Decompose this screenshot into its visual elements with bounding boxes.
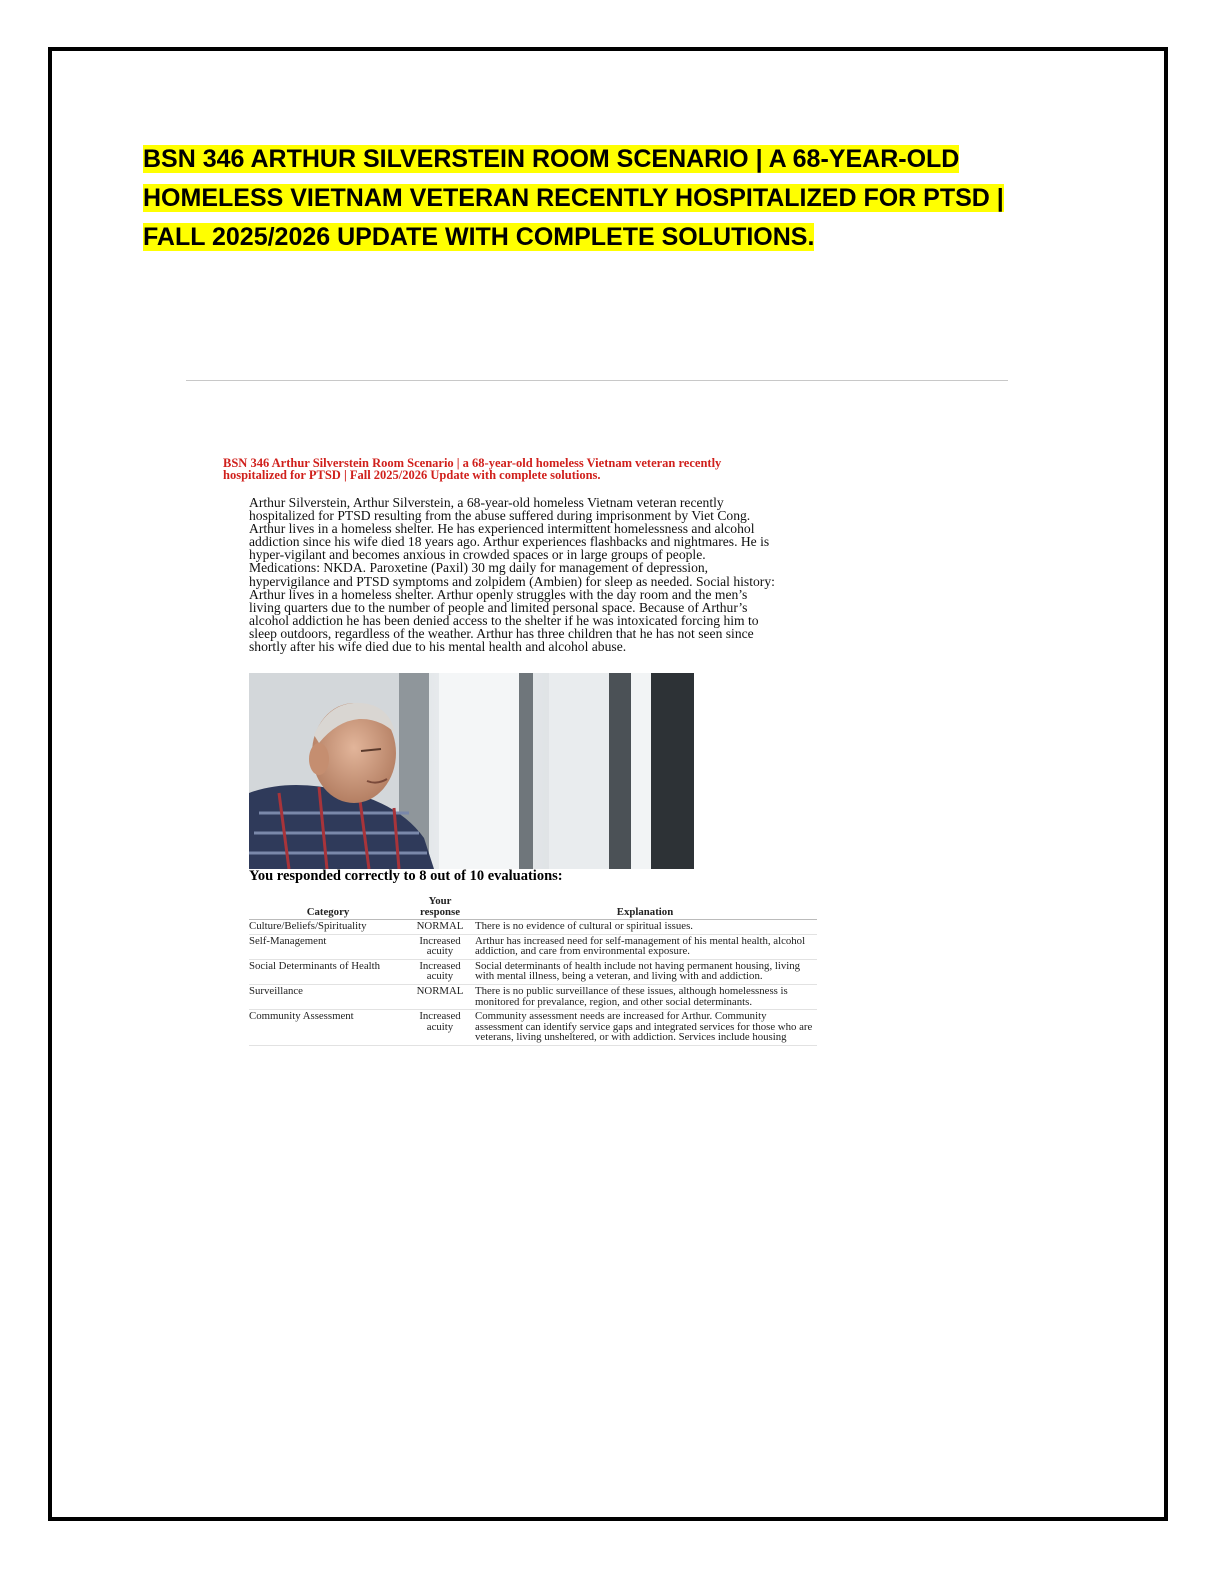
- row-category: Social Determinants of Health: [249, 959, 407, 984]
- table-header-row: [249, 896, 817, 920]
- evaluation-table: [249, 896, 817, 1046]
- scenario-heading-line-2: hospitalized for PTSD | Fall 2025/2026 Update with complete solutions.: [223, 468, 601, 482]
- row-explanation: Community assessment needs are increased for Arthur. Community assessment can identify service gaps and integrated services for those who are veterans, living unsheltered, or with addiction. Services include housing: [473, 1010, 817, 1046]
- row-category: Community Assessment: [249, 1010, 407, 1046]
- table-row: [249, 959, 817, 984]
- header-response: Your response: [407, 896, 473, 920]
- description-line: shortly after his wife died due to his mental health and alcohol abuse.: [249, 639, 627, 655]
- score-summary: You responded correctly to 8 out of 10 evaluations:: [249, 868, 563, 884]
- title-line-3: FALL 2025/2026 UPDATE WITH COMPLETE SOLUTIONS.: [143, 223, 815, 251]
- description-line: Medications: NKDA. Paroxetine (Paxil) 30 mg daily for management of depression,: [249, 560, 709, 576]
- row-response: Increased acuity: [407, 959, 473, 984]
- scenario-description: [249, 496, 949, 653]
- row-explanation: Arthur has increased need for self-management of his mental health, alcohol addiction, and care from environmental exposure.: [473, 934, 817, 959]
- row-category: Surveillance: [249, 984, 407, 1009]
- description-line: hypervigilance and PTSD symptoms and zolpidem (Ambien) for sleep as needed. Social history:: [249, 573, 775, 589]
- row-category: Self-Management: [249, 934, 407, 959]
- row-explanation: Social determinants of health include not having permanent housing, living with mental illness, being a veteran, and living with and addiction.: [473, 959, 817, 984]
- header-category: Category: [249, 896, 407, 920]
- description-line: living quarters due to the number of people and limited personal space. Because of Arthur’s: [249, 599, 748, 615]
- row-category: Culture/Beliefs/Spirituality: [249, 920, 407, 935]
- table-row: [249, 934, 817, 959]
- page-title: [143, 140, 1053, 257]
- table-row: [249, 1010, 817, 1046]
- description-line: alcohol addiction he has been denied access to the shelter if he was intoxicated forcing him to: [249, 612, 759, 628]
- description-line: hospitalized for PTSD resulting from the abuse suffered during imprisonment by Viet Cong.: [249, 508, 751, 524]
- table-row: [249, 920, 817, 935]
- row-response: NORMAL: [407, 920, 473, 935]
- horizontal-divider: [186, 380, 1008, 381]
- table-row: [249, 984, 817, 1009]
- scenario-heading-line-1: BSN 346 Arthur Silverstein Room Scenario | a 68-year-old homeless Vietnam veteran recently: [223, 456, 722, 470]
- description-line: Arthur lives in a homeless shelter. He has experienced intermittent homelessness and alcohol: [249, 521, 755, 537]
- row-explanation: There is no evidence of cultural or spiritual issues.: [473, 920, 817, 935]
- row-response: Increased acuity: [407, 934, 473, 959]
- scenario-heading: [223, 457, 913, 481]
- description-line: Arthur lives in a homeless shelter. Arthur openly struggles with the day room and the men’s: [249, 586, 748, 602]
- description-line: Arthur Silverstein, Arthur Silverstein, a 68-year-old homeless Vietnam veteran recently: [249, 495, 724, 510]
- description-line: addiction since his wife died 18 years ago. Arthur experiences flashbacks and nightmares. He is: [249, 534, 770, 550]
- description-line: sleep outdoors, regardless of the weather. Arthur has three children that he has not seen since: [249, 625, 754, 641]
- row-response: Increased acuity: [407, 1010, 473, 1046]
- row-response: NORMAL: [407, 984, 473, 1009]
- title-line-2: HOMELESS VIETNAM VETERAN RECENTLY HOSPITALIZED FOR PTSD |: [143, 184, 1004, 212]
- description-line: hyper-vigilant and becomes anxious in crowded spaces or in large groups of people.: [249, 547, 706, 563]
- patient-photo: [249, 673, 694, 869]
- header-explanation: Explanation: [473, 896, 817, 920]
- title-line-1: BSN 346 ARTHUR SILVERSTEIN ROOM SCENARIO | A 68-YEAR-OLD: [143, 145, 960, 173]
- row-explanation: There is no public surveillance of these issues, although homelessness is monitored for prevalance, region, and other social determinants.: [473, 984, 817, 1009]
